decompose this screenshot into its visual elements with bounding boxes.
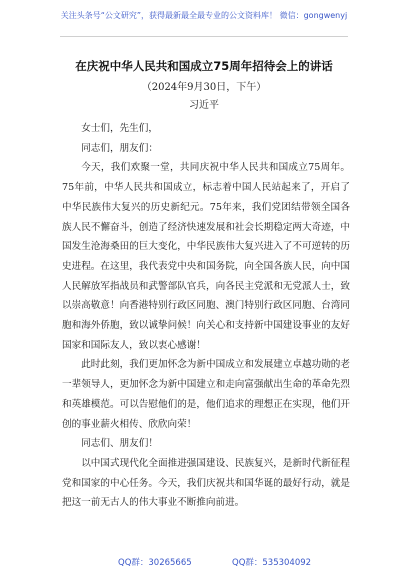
document-title: 在庆祝中华人民共和国成立75周年招待会上的讲话 xyxy=(75,59,333,73)
paragraph: 同志们，朋友们： xyxy=(81,142,158,154)
header-banner[interactable]: 关注头条号“公文研究”，获得最新最全最专业的公文资料库！ 微信：gongwenyj xyxy=(60,11,348,20)
paragraph: 以中国式现代化全面推进强国建设、民族复兴，是新时代新征程党和国家的中心任务。今天，我们庆祝共和国华诞的最好行动，就是把这一前无古人的伟大事业不断推向前进。 xyxy=(62,457,350,509)
document-date: （2024年9月30日，下午） xyxy=(141,82,267,93)
document-body xyxy=(62,119,350,513)
header-divider xyxy=(60,36,348,37)
footer-qq-group-2[interactable]: QQ群：535304092 xyxy=(232,558,312,568)
paragraph: 今天，我们欢聚一堂，共同庆祝中华人民共和国成立75周年。75年前，中华人民共和国成立，标志着中国人民站起来了，开启了中华民族伟大复兴的历史新纪元。75年来，我们党团结带领全国各族人民不懈奋斗，创造了经济快速发展和社会长期稳定两大奇迹，中国发生沧海桑田的巨大变化，中华民族伟大复兴进入了不可逆转的历史进程。在这里，我代表党中央和国务院，向全国各族人民，向中国人民解放军指战员和武警部队官兵，向各民主党派和无党派人士，致以崇高敬意！向香港特别行政区同胞、澳门特别行政区同胞、台湾同胞和海外侨胞，致以诚挚问候！向关心和支持新中国建设事业的友好国家和国际友人，致以衷心感谢！ xyxy=(62,162,350,351)
paragraph: 此时此刻，我们更加怀念为新中国成立和发展建立卓越功勋的老一辈领导人，更加怀念为新中国建立和走向富强献出生命的革命先烈和英雄模范。可以告慰他们的是，他们追求的理想正在实现，他们开创的事业薪火相传、欣欣向荣！ xyxy=(62,359,350,430)
paragraph: 同志们、朋友们！ xyxy=(81,438,158,450)
document-author: 习近平 xyxy=(189,100,219,111)
paragraph: 女士们，先生们， xyxy=(81,123,158,134)
footer-qq-group-1[interactable]: QQ群：30265665 xyxy=(118,558,192,568)
